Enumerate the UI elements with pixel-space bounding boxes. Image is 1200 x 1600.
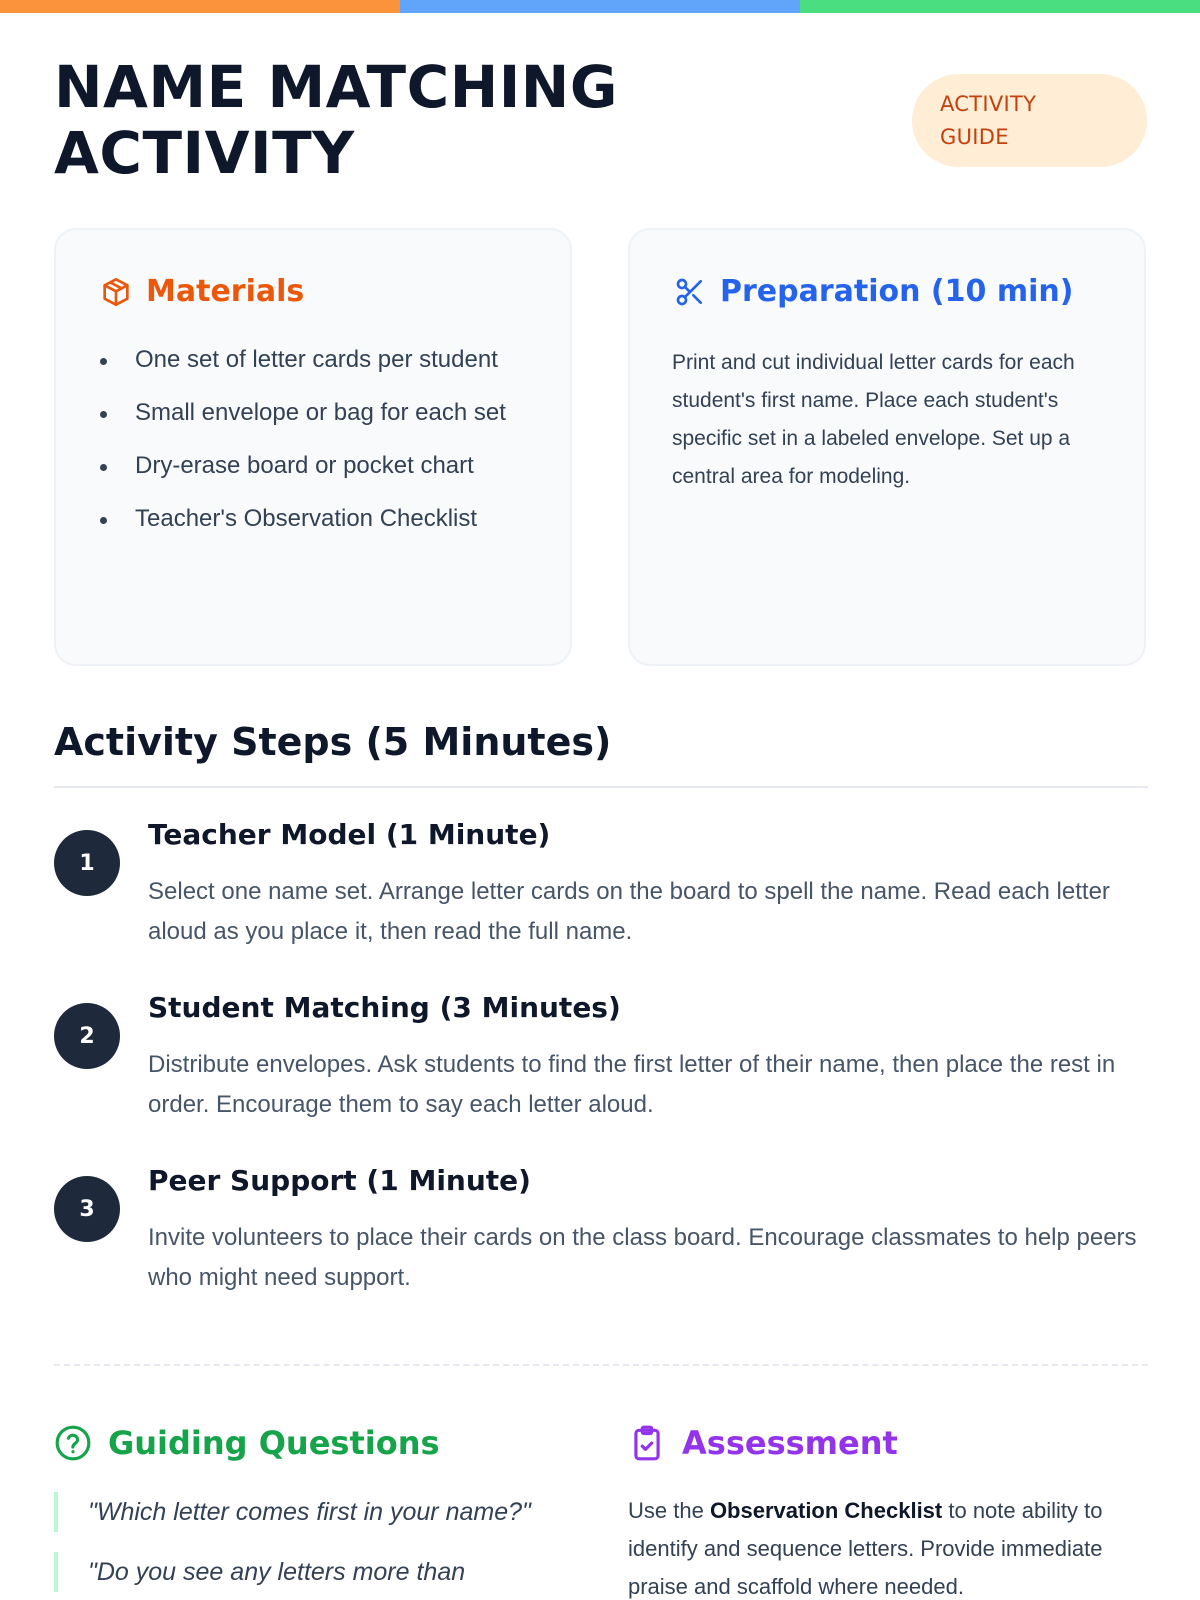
dashed-divider <box>54 1364 1148 1366</box>
guiding-questions-header <box>54 1424 440 1462</box>
page-title <box>54 54 694 186</box>
top-bar-green <box>800 0 1200 13</box>
step-number: 1 <box>54 830 120 896</box>
preparation-card <box>628 228 1146 666</box>
materials-header <box>100 274 304 309</box>
activity-guide-badge <box>912 74 1147 167</box>
question-item: "Do you see any letters more than <box>54 1552 574 1592</box>
assessment-text-after: to note ability to identify and sequence letters. Provide immediate praise and scaffold where needed. <box>628 1498 1103 1599</box>
preparation-header <box>674 274 1073 309</box>
badge-line2: GUIDE <box>940 125 1009 149</box>
step-text: Distribute envelopes. Ask students to find the first letter of their name, then place the rest in order. Encourage them to say each letter aloud. <box>148 1051 1116 1118</box>
preparation-title: Preparation (10 min) <box>720 274 1074 309</box>
page-title-line1: NAME MATCHING <box>54 53 618 121</box>
top-bar-blue <box>400 0 800 13</box>
observation-checklist-label: Observation Checklist <box>709 1498 943 1523</box>
guiding-questions-list <box>54 1492 574 1600</box>
step-number: 3 <box>54 1176 120 1242</box>
question-item: "Which letter comes first in your name?" <box>54 1492 574 1532</box>
materials-card <box>54 228 572 666</box>
list-item: Teacher's Observation Checklist <box>98 499 538 539</box>
list-item: One set of letter cards per student <box>98 340 538 380</box>
top-bar-orange <box>0 0 400 13</box>
assessment-text-before: Use the <box>628 1498 710 1523</box>
top-accent-bar <box>0 0 1200 13</box>
activity-steps-title: Activity Steps (5 Minutes) <box>54 720 612 764</box>
scissors-icon <box>674 276 706 308</box>
question-circle-icon <box>54 1424 92 1462</box>
package-icon <box>100 276 132 308</box>
preparation-text: Print and cut individual letter cards for each student's first name. Place each student's specific set in a labeled envelope. Set up a central area for modeling. <box>672 351 1075 488</box>
step-text: Select one name set. Arrange letter cards on the board to spell the name. Read each letter aloud as you place it, then read the full name. <box>148 878 1110 945</box>
step-title: Teacher Model (1 Minute) <box>148 818 551 851</box>
badge-line1: ACTIVITY <box>940 92 1037 116</box>
step-number: 2 <box>54 1003 120 1069</box>
step-text: Invite volunteers to place their cards on the class board. Encourage classmates to help peers who might need support. <box>148 1224 1137 1291</box>
assessment-header <box>628 1424 898 1462</box>
list-item: Dry-erase board or pocket chart <box>98 446 538 486</box>
step-title: Student Matching (3 Minutes) <box>148 991 621 1024</box>
materials-list <box>98 340 538 552</box>
materials-title: Materials <box>146 274 305 309</box>
clipboard-check-icon <box>628 1424 666 1462</box>
assessment-title: Assessment <box>682 1424 898 1462</box>
page-title-line2: ACTIVITY <box>54 119 355 187</box>
assessment-text <box>628 1492 1148 1600</box>
step-title: Peer Support (1 Minute) <box>148 1164 531 1197</box>
list-item: Small envelope or bag for each set <box>98 393 538 433</box>
guiding-questions-title: Guiding Questions <box>108 1424 440 1462</box>
section-divider <box>54 786 1148 788</box>
